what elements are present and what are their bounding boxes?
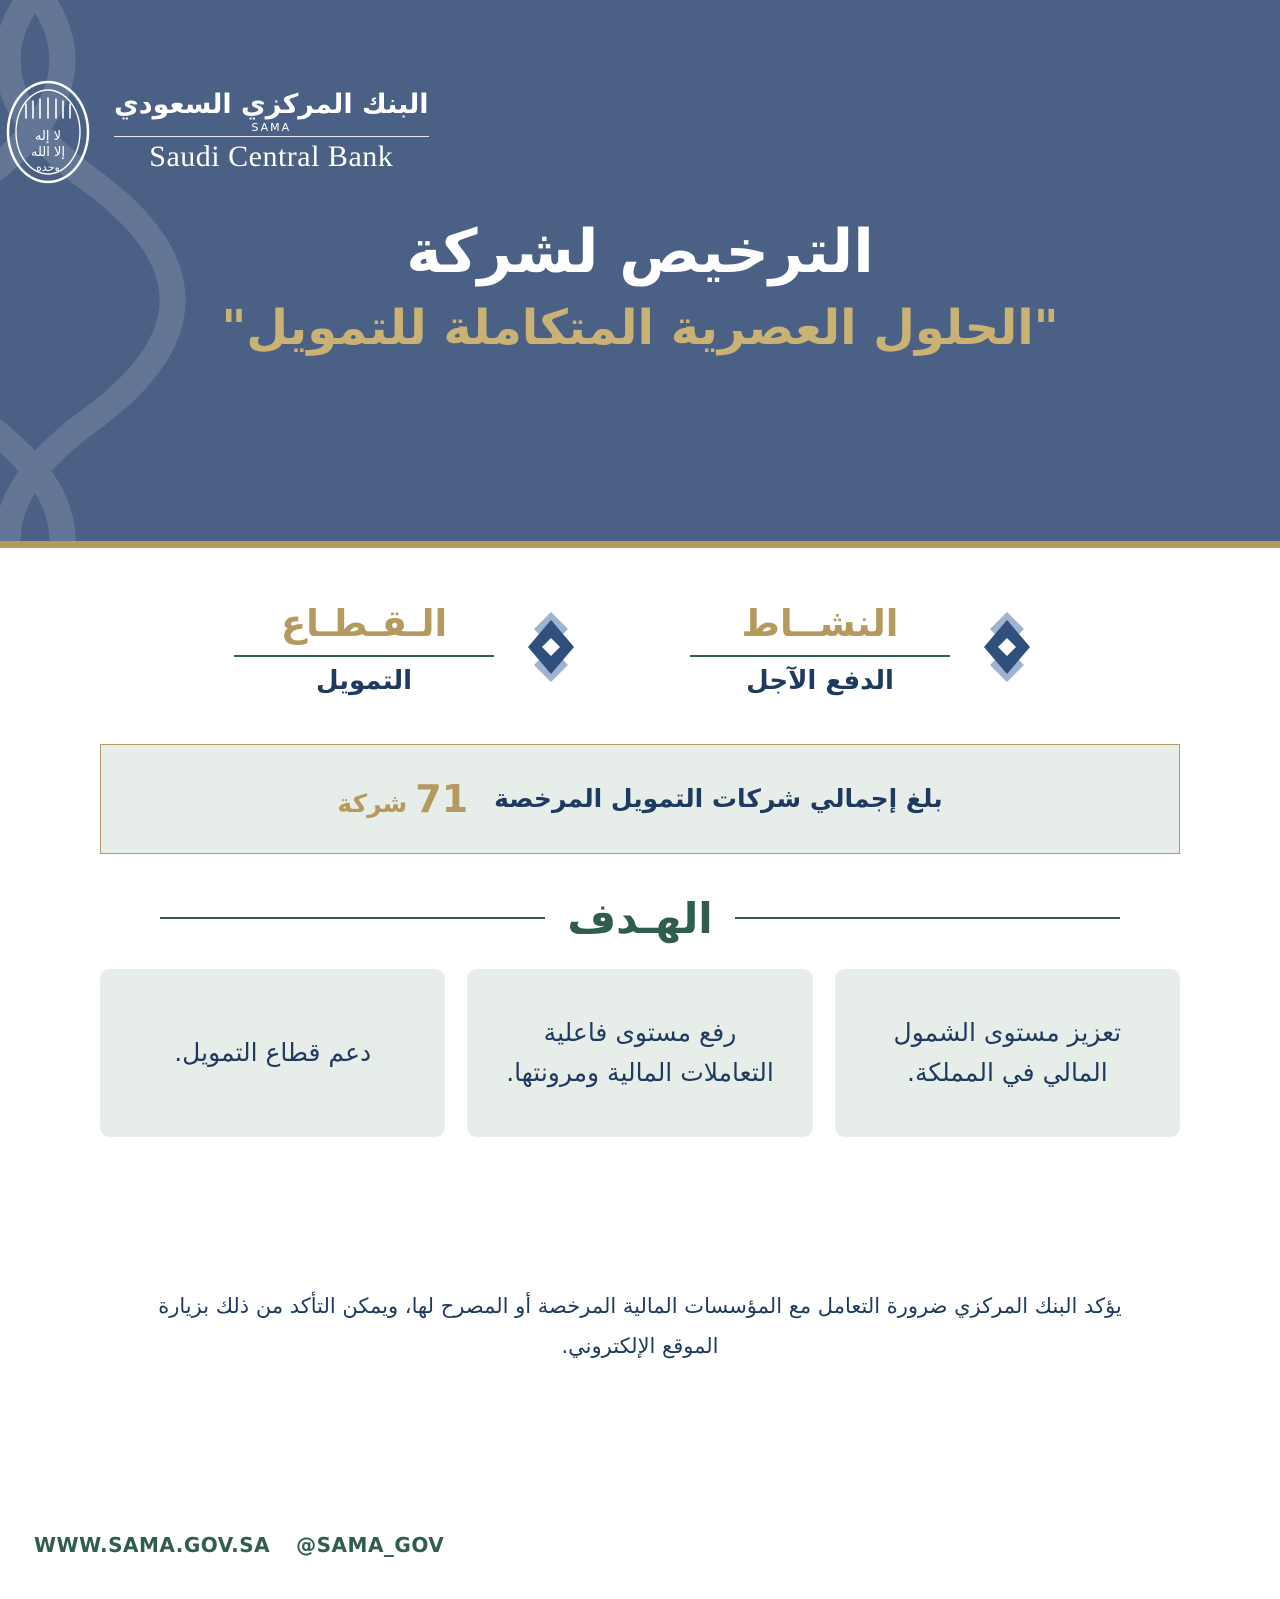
title-line-2: "الحلول العصرية المتكاملة للتمويل" xyxy=(221,300,1059,356)
info-item-activity xyxy=(690,604,1046,696)
goal-divider-left xyxy=(160,917,545,919)
info-row xyxy=(0,604,1280,696)
goal-cards xyxy=(100,969,1180,1137)
footer-website-link[interactable]: WWW.SAMA.GOV.SA xyxy=(34,1533,271,1557)
footer xyxy=(0,1533,1280,1557)
svg-text:إلا الله: إلا الله xyxy=(30,145,66,160)
svg-text:لا إله: لا إله xyxy=(34,129,62,144)
stat-value-group xyxy=(337,777,468,821)
disclaimer-text: يؤكد البنك المركزي ضرورة التعامل مع المؤسسات المالية المرخصة أو المصرح لها، ويمكن التأكد من ذلك بزيارة الموقع الإلكتروني. xyxy=(158,1293,1122,1358)
header-banner xyxy=(0,0,1280,548)
title-line-1: الترخيص لشركة xyxy=(406,217,874,287)
goal-card-text: تعزيز مستوى الشمول المالي في المملكة. xyxy=(893,1017,1122,1087)
info-value-sector: التمويل xyxy=(316,665,412,696)
stat-label: بلغ إجمالي شركات التمويل المرخصة xyxy=(494,784,943,814)
info-divider xyxy=(234,655,494,657)
info-item-sector xyxy=(234,604,590,696)
info-label-sector: الـقـطـاع xyxy=(280,602,448,645)
diamond-icon xyxy=(512,608,590,686)
stat-unit: شركة xyxy=(337,788,408,818)
goal-heading xyxy=(160,894,1120,943)
goal-divider-right xyxy=(735,917,1120,919)
info-divider xyxy=(690,655,950,657)
svg-text:وحده: وحده xyxy=(36,161,60,174)
logo-arabic-name: البنك المركزي السعودي xyxy=(114,89,429,121)
logo-divider xyxy=(114,136,429,137)
goal-title: الهـدف xyxy=(567,893,713,943)
goal-card xyxy=(835,969,1180,1137)
header-gold-divider xyxy=(0,541,1280,548)
sama-logo xyxy=(0,78,1188,186)
logo-english-name: Saudi Central Bank xyxy=(149,140,394,174)
sama-emblem-icon xyxy=(0,78,96,186)
logo-abbreviation: SAMA xyxy=(251,120,292,134)
stat-bar xyxy=(100,744,1180,854)
stat-number: 71 xyxy=(415,776,469,821)
diamond-icon xyxy=(968,608,1046,686)
info-value-activity: الدفع الآجل xyxy=(746,665,894,696)
goal-card-text: دعم قطاع التمويل. xyxy=(174,1037,372,1067)
page-title xyxy=(0,218,1280,359)
goal-card xyxy=(467,969,812,1137)
info-label-activity: النشــاط xyxy=(741,602,899,645)
footer-social-handle[interactable]: @SAMA_GOV xyxy=(296,1533,445,1557)
goal-card-text: رفع مستوى فاعلية التعاملات المالية ومرونتها. xyxy=(506,1017,774,1087)
goal-card xyxy=(100,969,445,1137)
